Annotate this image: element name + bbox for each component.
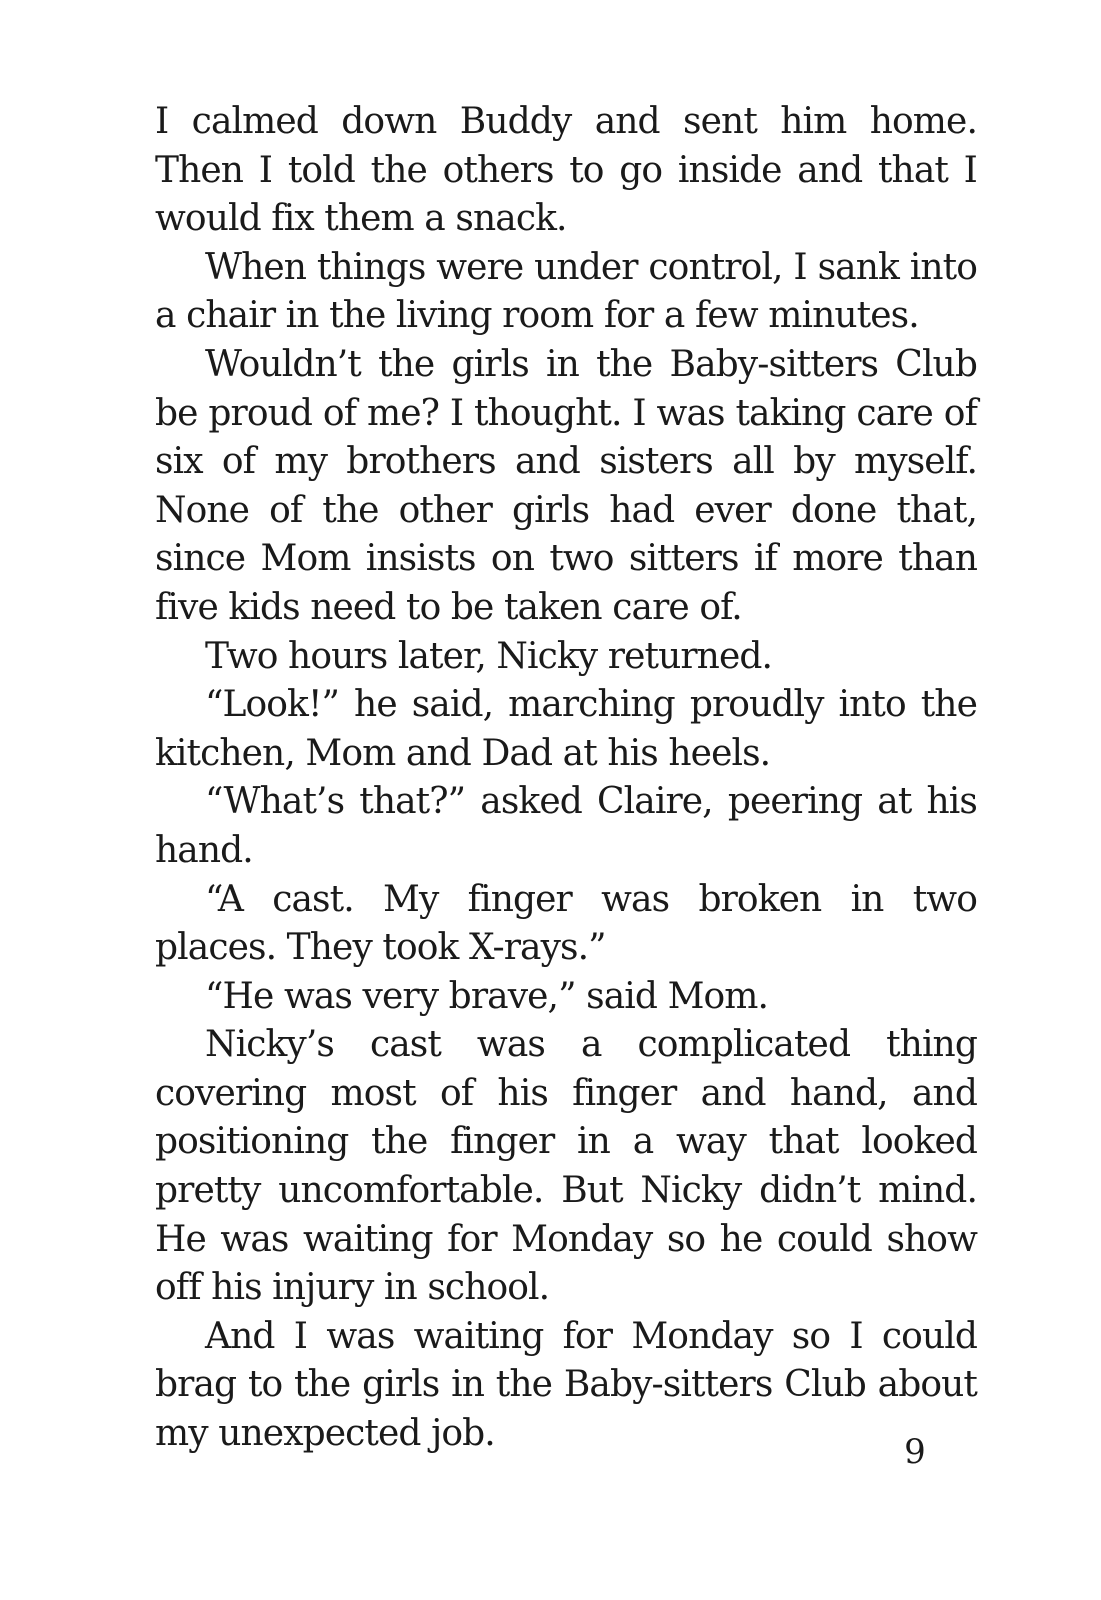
paragraph-7: “A cast. My finger was broken in two places. They took X-rays.” [155, 878, 977, 969]
paragraph-3: Wouldn’t the girls in the Baby-sitters Club be proud of me? I thought. I was taking care of six of my brothers and sisters all by myself. None of the other girls had ever done that, since Mom insists on two sitters if more than five kids need to be taken care of. [155, 343, 977, 628]
body-text [155, 98, 977, 1459]
page-number: 9 [904, 1432, 926, 1472]
paragraph-10: And I was waiting for Monday so I could brag to the girls in the Baby-sitters Club about my unexpected job. [155, 1315, 977, 1455]
paragraph-6: “What’s that?” asked Claire, peering at his hand. [155, 781, 977, 871]
paragraph-9: Nicky’s cast was a complicated thing covering most of his finger and hand, and positioning the finger in a way that looked pretty uncomfortable. But Nicky didn’t mind. He was waiting for Monday so he could show off his injury in school. [155, 1024, 977, 1309]
paragraph-4: Two hours later, Nicky returned. [205, 635, 773, 677]
paragraph-2: When things were under control, I sank into a chair in the living room for a few minutes. [155, 246, 977, 337]
paragraph-1: I calmed down Buddy and sent him home. Then I told the others to go inside and that I would fix them a snack. [155, 101, 977, 240]
paragraph-8: “He was very brave,” said Mom. [205, 975, 769, 1017]
paragraph-5: “Look!” he said, marching proudly into the kitchen, Mom and Dad at his heels. [155, 684, 977, 774]
